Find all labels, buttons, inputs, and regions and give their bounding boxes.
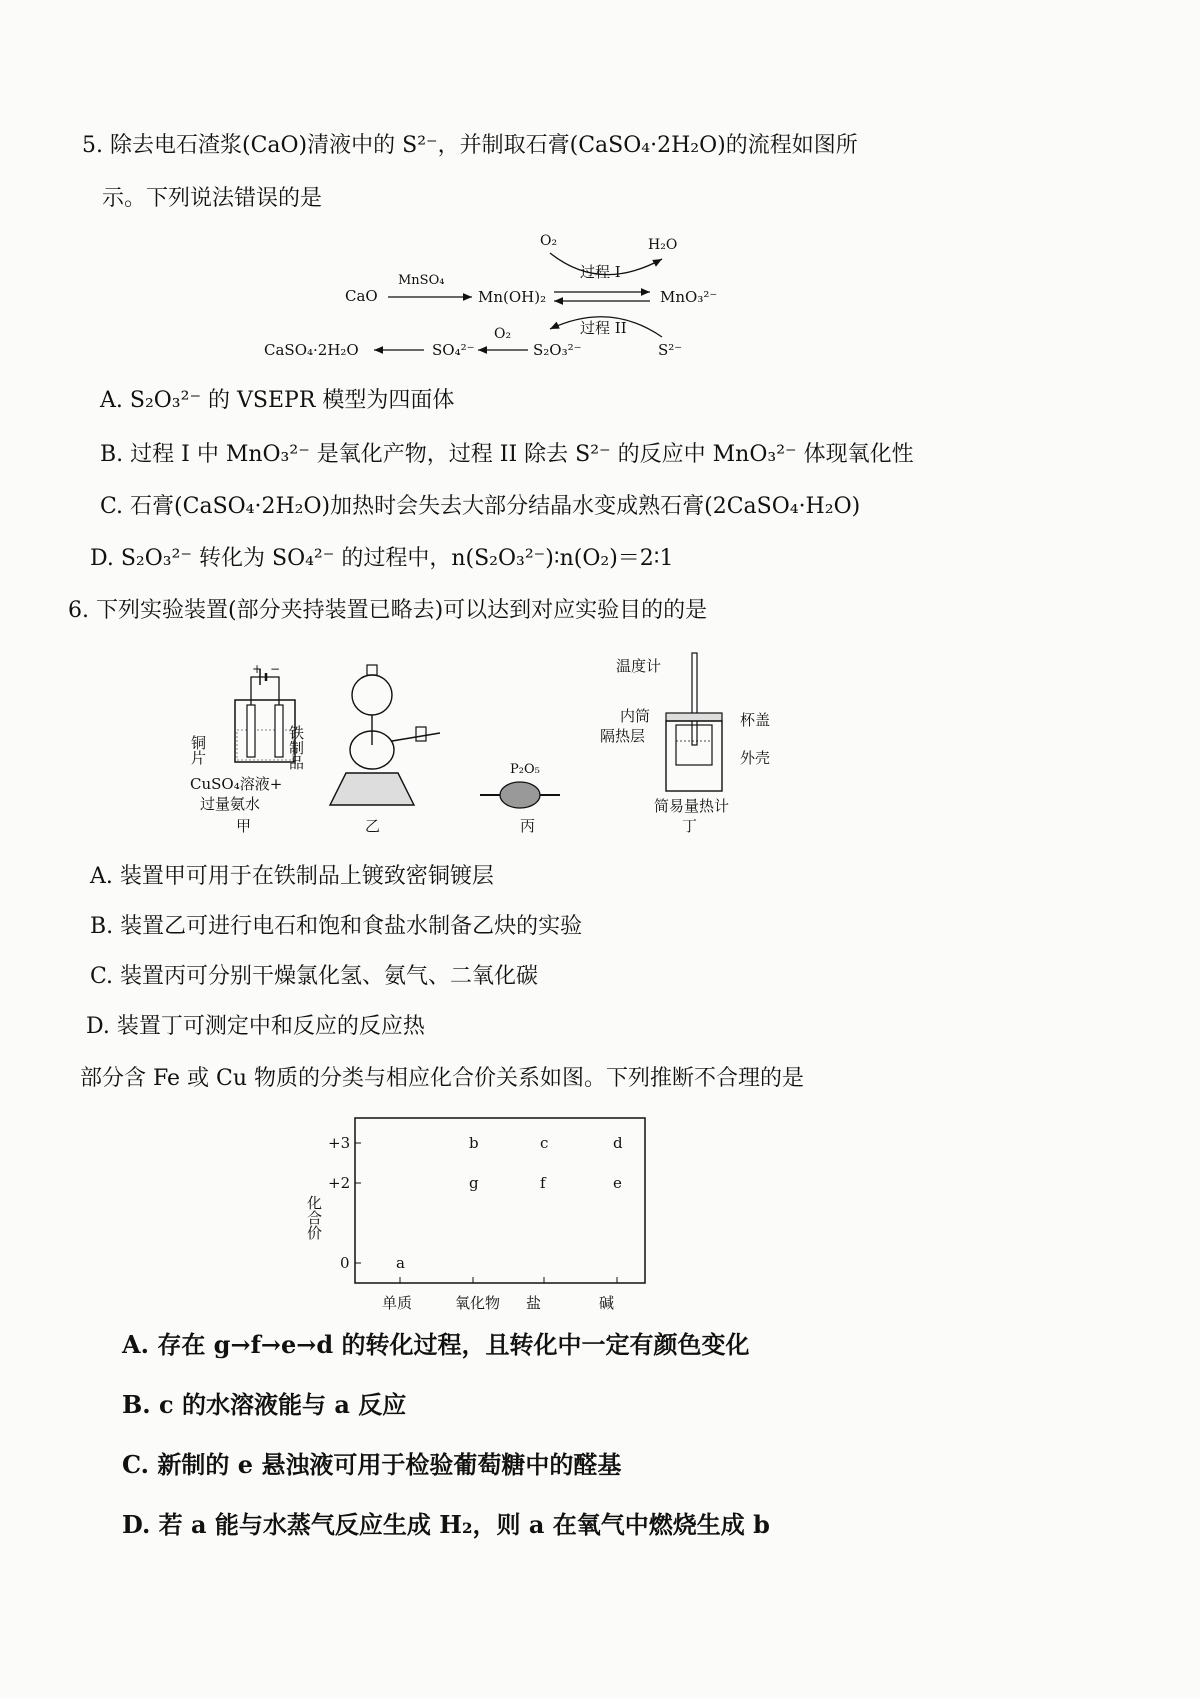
apparatus-yi [330, 665, 440, 835]
shell-label: 外壳 [740, 749, 771, 767]
jia-solution-2: 过量氨水 [200, 795, 261, 813]
h2o-top-label: H₂O [648, 237, 678, 253]
mnoh2-label: Mn(OH)₂ [478, 288, 547, 306]
q6-option-c: C. 装置丙可分别干燥氯化氢、氨气、二氧化碳 [90, 964, 539, 989]
apparatus-bing [480, 762, 560, 835]
y-tick-label: 0 [340, 1254, 350, 1272]
q5-flow-diagram [250, 225, 770, 375]
q5-option-d: D. S₂O₃²⁻ 转化为 SO₄²⁻ 的过程中，n(S₂O₃²⁻)∶n(O₂)＝2∶1 [90, 546, 674, 571]
mnso4-label: MnSO₄ [398, 273, 445, 288]
s2o3-label: S₂O₃²⁻ [533, 341, 582, 359]
gypsum-label: CaSO₄·2H₂O [264, 341, 359, 359]
point-c: c [540, 1134, 549, 1152]
jia-name: 甲 [236, 817, 252, 835]
o2-top-label: O₂ [540, 233, 558, 249]
q7-valence-chart [300, 1110, 720, 1320]
insulation-label: 隔热层 [600, 727, 646, 745]
chart-ylabel: 化合价 [305, 1195, 323, 1240]
q7-option-d: D. 若 a 能与水蒸气反应生成 H₂，则 a 在氧气中燃烧生成 b [122, 1510, 770, 1539]
calorimeter-caption: 简易量热计 [654, 797, 730, 815]
q5-stem-line1: 5. 除去电石渣浆(CaO)清液中的 S²⁻，并制取石膏(CaSO₄·2H₂O)的流程如图所 [82, 133, 858, 158]
svg-text:−: − [270, 662, 281, 676]
y-tick-label: +2 [328, 1174, 351, 1192]
q7-option-b: B. c 的水溶液能与 a 反应 [122, 1390, 407, 1419]
q6-option-b: B. 装置乙可进行电石和饱和食盐水制备乙炔的实验 [90, 914, 583, 939]
copper-label: 铜片 [189, 735, 207, 765]
bing-name: 丙 [520, 817, 536, 835]
x-tick-label: 氧化物 [455, 1294, 501, 1312]
q6-apparatus-figure [180, 645, 820, 840]
point-f: f [540, 1174, 546, 1192]
q5-option-b: B. 过程 I 中 MnO₃²⁻ 是氧化产物，过程 II 除去 S²⁻ 的反应中 MnO₃²⁻ 体现氧化性 [100, 442, 914, 467]
process-2-label: 过程 II [580, 319, 627, 337]
s2-label: S²⁻ [658, 341, 683, 359]
apparatus-ding [600, 653, 770, 835]
q7-stem: 部分含 Fe 或 Cu 物质的分类与相应化合价关系如图。下列推断不合理的是 [80, 1066, 805, 1091]
thermometer-label: 温度计 [616, 657, 662, 675]
q5-option-c: C. 石膏(CaSO₄·2H₂O)加热时会失去大部分结晶水变成熟石膏(2CaSO₄·H₂O) [100, 494, 861, 519]
point-e: e [613, 1174, 622, 1192]
inner-label: 内筒 [620, 707, 651, 725]
yi-name: 乙 [365, 817, 381, 835]
q6-option-a: A. 装置甲可用于在铁制品上镀致密铜镀层 [90, 864, 494, 889]
point-a: a [396, 1254, 405, 1272]
p2o5-label: P₂O₅ [510, 762, 540, 777]
so4-label: SO₄²⁻ [432, 341, 475, 359]
q7-option-c: C. 新制的 e 悬浊液可用于检验葡萄糖中的醛基 [122, 1450, 622, 1479]
jia-solution-1: CuSO₄溶液+ [190, 775, 283, 793]
mno3-label: MnO₃²⁻ [660, 288, 718, 306]
point-g: g [469, 1174, 479, 1192]
q6-stem: 6. 下列实验装置(部分夹持装置已略去)可以达到对应实验目的的是 [68, 598, 708, 623]
x-tick-label: 单质 [382, 1294, 413, 1312]
apparatus-jia [189, 662, 305, 835]
x-tick-label: 盐 [526, 1294, 542, 1312]
iron-label: 铁制品 [287, 725, 305, 770]
q6-option-d: D. 装置丁可测定中和反应的反应热 [86, 1014, 425, 1039]
process-1-label: 过程 I [580, 263, 621, 281]
point-b: b [469, 1134, 479, 1152]
q7-option-a: A. 存在 g→f→e→d 的转化过程，且转化中一定有颜色变化 [122, 1330, 750, 1359]
q5-stem-line2: 示。下列说法错误的是 [102, 186, 323, 211]
lid-label: 杯盖 [740, 711, 771, 729]
o2-mid-label: O₂ [494, 326, 512, 342]
cao-label: CaO [345, 287, 378, 305]
ding-name: 丁 [682, 817, 698, 835]
q5-option-a: A. S₂O₃²⁻ 的 VSEPR 模型为四面体 [100, 388, 455, 413]
x-tick-label: 碱 [599, 1294, 615, 1312]
point-d: d [613, 1134, 623, 1152]
svg-text:+: + [252, 662, 263, 676]
y-tick-label: +3 [328, 1134, 351, 1152]
